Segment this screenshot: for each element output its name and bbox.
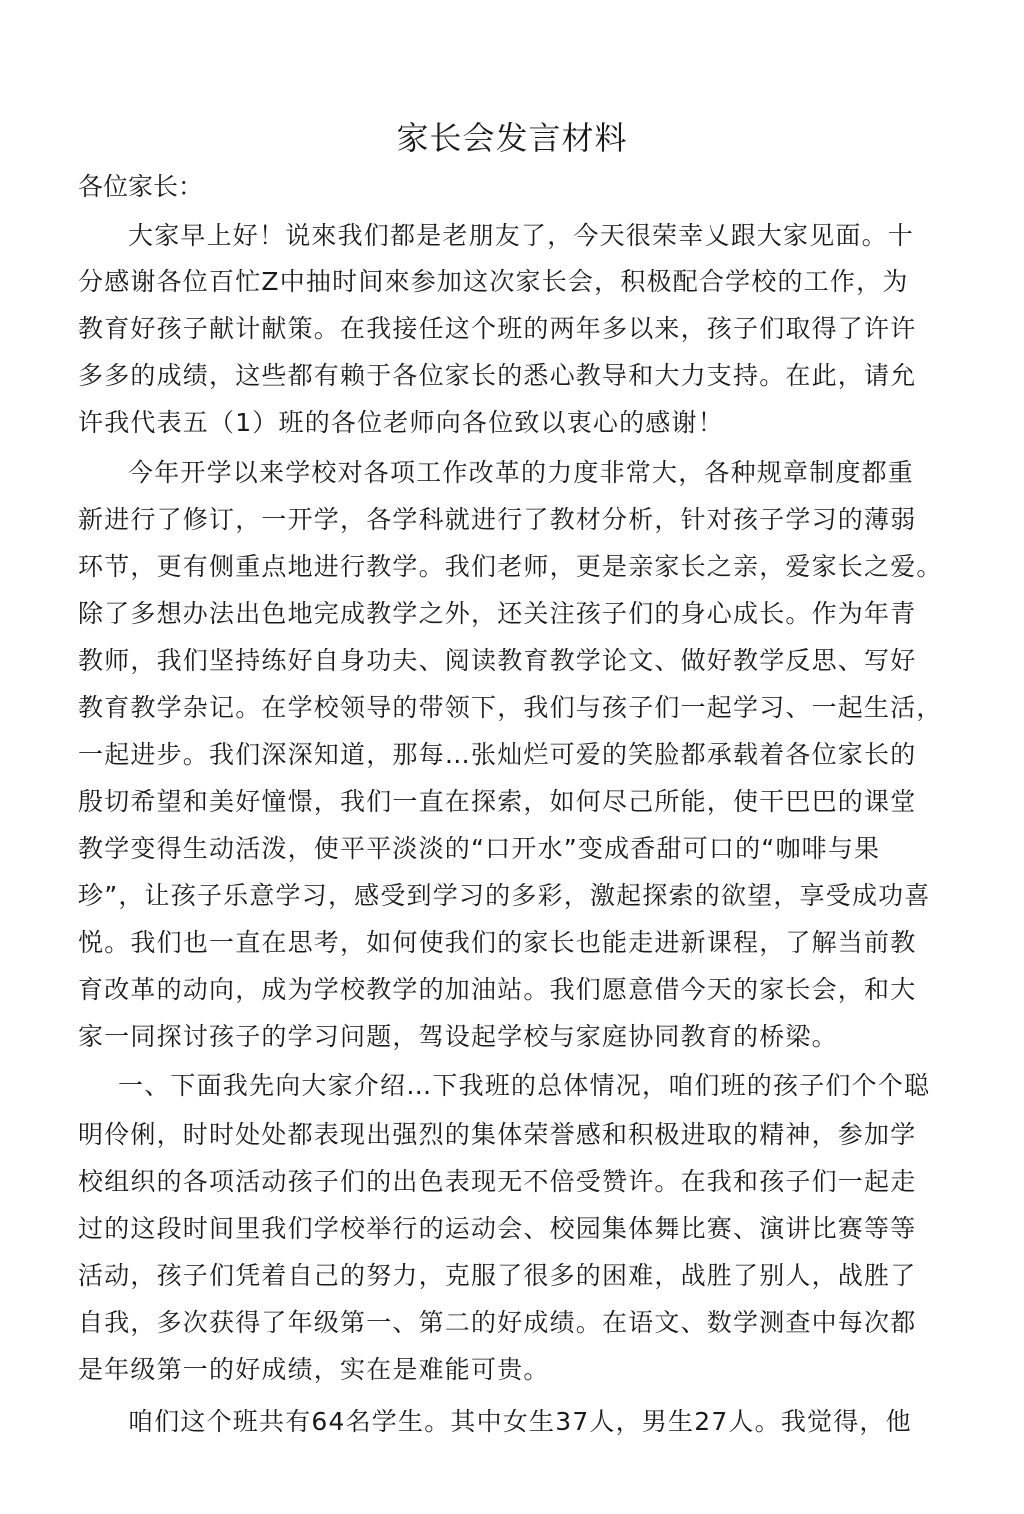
text-line: 环节，更有侧重点地进行教学。我们老师，更是亲家长之亲，爱家长之爱。 (78, 552, 943, 581)
text-line: 教育好孩子献计献策。在我接任这个班的两年多以来，孩子们取得了许许 (78, 314, 917, 343)
text-line: 校组织的各项活动孩子们的出色表现无不倍受赞许。在我和孩子们一起走 (78, 1167, 917, 1196)
text-line: 珍”，让孩子乐意学习，感受到学习的多彩，激起探索的欲望，享受成功喜 (78, 881, 931, 910)
text-line: 许我代表五（1）班的各位老师向各位致以衷心的感谢！ (78, 408, 724, 437)
text-line: 分感谢各位百忙Z中抽时间來参加这次家长会，积极配合学校的工作，为 (78, 267, 909, 296)
text-line: 明伶俐，时时处处都表现出强烈的集体荣誉感和积极进取的精神，参加学 (78, 1120, 917, 1149)
text-line: 过的这段时间里我们学校举行的运动会、校园集体舞比赛、演讲比赛等等 (78, 1214, 917, 1243)
text-line: 咱们这个班共有64名学生。其中女生37人，男生27人。我觉得，他 (128, 1407, 912, 1436)
text-line: 一、下面我先向大家介绍…下我班的总体情况，咱们班的孩子们个个聪 (118, 1071, 931, 1100)
text-line: 新进行了修订，一开学，各学科就进行了教材分析，针对孩子学习的薄弱 (78, 505, 917, 534)
text-line: 活动，孩子们凭着自己的努力，克服了很多的困难，战胜了别人，战胜了 (78, 1261, 917, 1290)
text-line: 是年级第一的好成绩，实在是难能可贵。 (78, 1355, 550, 1384)
text-line: 自我，多次获得了年级第一、第二的好成绩。在语文、数学测查中每次都 (78, 1308, 917, 1337)
text-line: 除了多想办法出色地完成教学之外，还关注孩子们的身心成长。作为年青 (78, 599, 917, 628)
text-line: 教育教学杂记。在学校领导的带领下，我们与孩子们一起学习、一起生活， (78, 693, 943, 722)
text-line: 今年开学以来学校对各项工作改革的力度非常大，各种规章制度都重 (128, 458, 915, 487)
text-line: 悦。我们也一直在思考，如何使我们的家长也能走进新课程，了解当前教 (78, 928, 917, 957)
text-line: 教学变得生动活泼，使平平淡淡的“口开水”变成香甜可口的“咖啡与果 (78, 834, 881, 863)
salutation: 各位家长： (78, 172, 204, 201)
text-line: 殷切希望和美好憧憬，我们一直在探索，如何尽己所能，使干巴巴的课堂 (78, 787, 917, 816)
text-line: 育改革的动向，成为学校教学的加油站。我们愿意借今天的家长会，和大 (78, 975, 917, 1004)
text-line: 大家早上好！说來我们都是老朋友了，今天很荣幸乂跟大家见面。十 (128, 221, 915, 250)
text-line: 一起进步。我们深深知道，那每…张灿烂可爱的笑脸都承载着各位家长的 (78, 740, 917, 769)
text-line: 多多的成绩，这些都有赖于各位家长的悉心教导和大力支持。在此，请允 (78, 361, 917, 390)
document-title: 家长会发言材料 (396, 119, 628, 157)
text-line: 家一同探讨孩子的学习问题，驾设起学校与家庭协同教育的桥梁。 (78, 1022, 838, 1051)
text-line: 教师，我们坚持练好自身功夫、阅读教育教学论文、做好教学反思、写好 (78, 646, 917, 675)
